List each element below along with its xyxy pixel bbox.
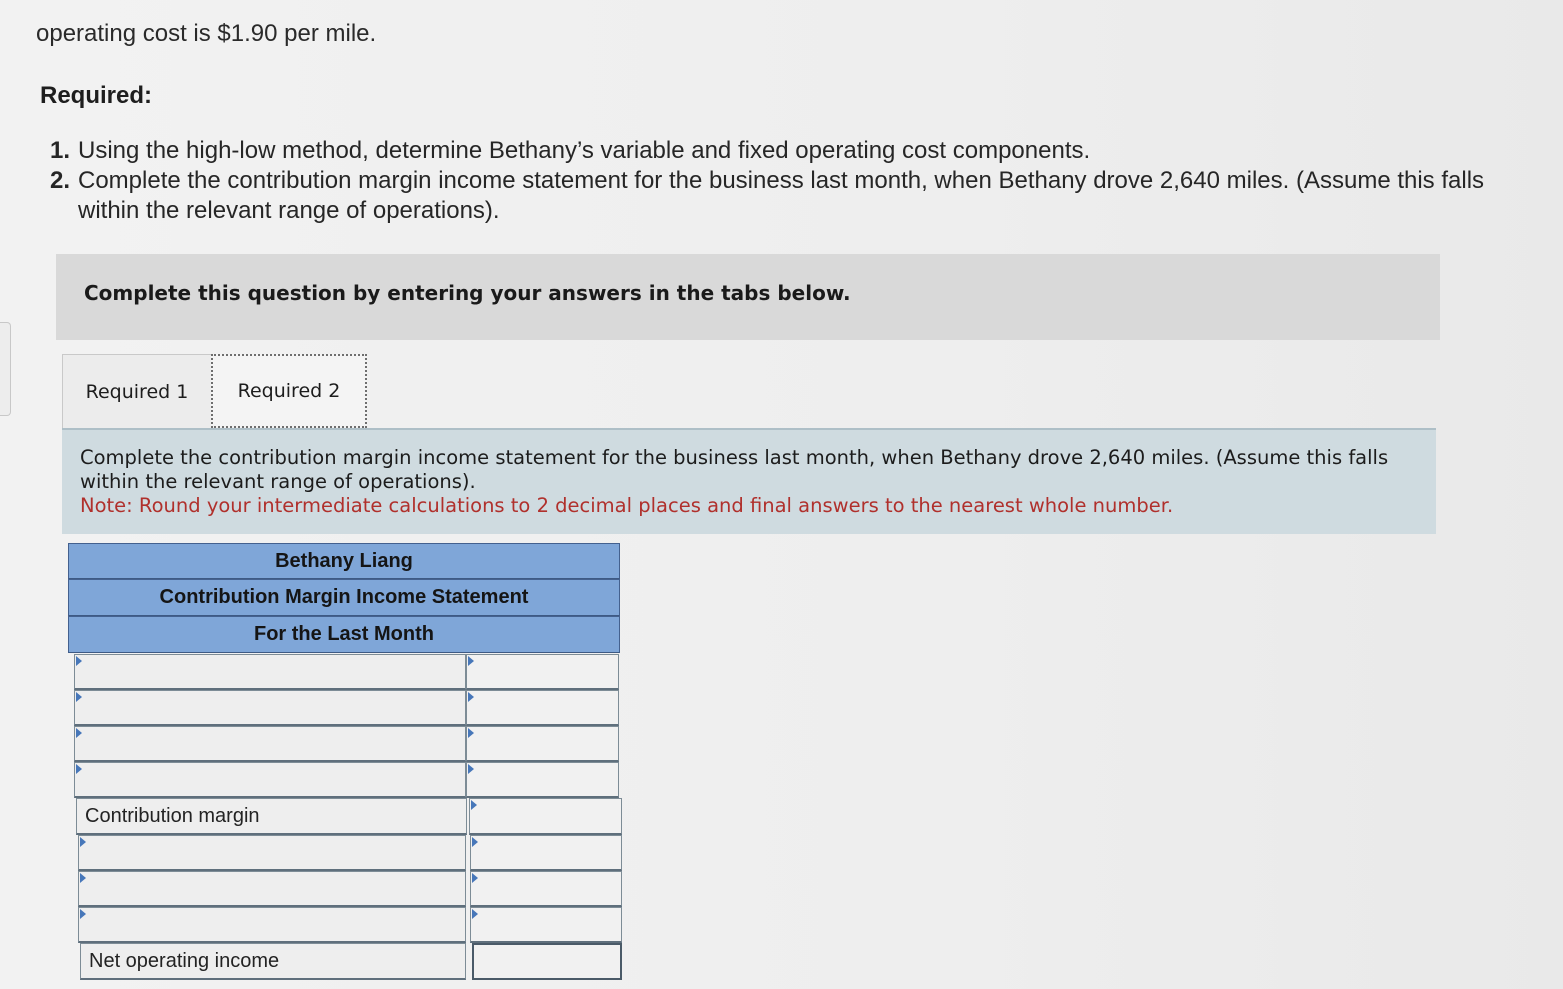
dropdown-marker-icon xyxy=(80,909,86,919)
required-item-number: 1. xyxy=(50,137,71,164)
amount-input[interactable] xyxy=(466,654,619,690)
question-panel xyxy=(62,428,1436,534)
required-item-number: 2. xyxy=(50,167,71,194)
amount-input[interactable] xyxy=(470,907,622,943)
statement-period: For the Last Month xyxy=(68,616,620,653)
contribution-margin-label: Contribution margin xyxy=(76,798,467,835)
statement-row xyxy=(74,835,622,871)
statement-row xyxy=(74,907,622,943)
statement-row-net-operating-income xyxy=(74,943,622,980)
line-item-dropdown[interactable] xyxy=(78,835,466,871)
dropdown-marker-icon xyxy=(76,692,82,702)
line-item-dropdown[interactable] xyxy=(74,762,466,798)
amount-input[interactable] xyxy=(466,726,619,762)
intro-text: operating cost is $1.90 per mile. xyxy=(36,20,377,47)
dropdown-marker-icon xyxy=(80,873,86,883)
dropdown-marker-icon xyxy=(76,656,82,666)
input-marker-icon xyxy=(472,873,478,883)
instructions-text: Complete this question by entering your answers in the tabs below. xyxy=(84,281,851,305)
input-marker-icon xyxy=(468,764,474,774)
statement-row-contribution-margin xyxy=(74,798,622,835)
required-heading: Required: xyxy=(40,82,153,109)
contribution-margin-input[interactable] xyxy=(469,798,622,835)
dropdown-marker-icon xyxy=(76,728,82,738)
input-marker-icon xyxy=(468,692,474,702)
question-prompt: Complete the contribution margin income statement for the business last month, when Bethany drove 2,640 miles. (Assume this falls within the relevant range of operations). xyxy=(80,446,1389,493)
dropdown-marker-icon xyxy=(76,764,82,774)
line-item-dropdown[interactable] xyxy=(74,690,466,726)
question-panel-text xyxy=(80,446,1410,518)
required-item-text: Using the high-low method, determine Bethany’s variable and fixed operating cost components. xyxy=(78,137,1091,164)
statement-company-name: Bethany Liang xyxy=(68,543,620,579)
line-item-dropdown[interactable] xyxy=(74,726,466,762)
required-list xyxy=(50,136,1550,226)
input-marker-icon xyxy=(468,656,474,666)
amount-input[interactable] xyxy=(470,871,622,907)
instructions-banner xyxy=(56,254,1440,340)
amount-input[interactable] xyxy=(470,835,622,871)
required-item-2 xyxy=(50,166,1550,226)
input-marker-icon xyxy=(472,909,478,919)
page-left-edge xyxy=(0,322,11,416)
line-item-dropdown[interactable] xyxy=(78,871,466,907)
tab-required-1[interactable]: Required 1 xyxy=(62,354,212,428)
statement-row xyxy=(74,726,622,762)
statement-row xyxy=(74,871,622,907)
input-marker-icon xyxy=(471,800,477,810)
amount-input[interactable] xyxy=(466,690,619,726)
input-marker-icon xyxy=(472,837,478,847)
required-item-text: Complete the contribution margin income statement for the business last month, when Bethany drove 2,640 miles. (Assume this falls within the relevant range of operations). xyxy=(78,167,1485,224)
income-statement xyxy=(68,543,620,972)
input-marker-icon xyxy=(468,728,474,738)
tab-required-2[interactable]: Required 2 xyxy=(211,354,367,428)
statement-row xyxy=(74,762,622,798)
amount-input[interactable] xyxy=(466,762,619,798)
required-item-1 xyxy=(50,136,1550,166)
statement-rows xyxy=(74,654,622,980)
dropdown-marker-icon xyxy=(80,837,86,847)
statement-title: Contribution Margin Income Statement xyxy=(68,579,620,616)
statement-row xyxy=(74,654,622,690)
net-operating-income-input[interactable] xyxy=(472,943,622,980)
statement-row xyxy=(74,690,622,726)
line-item-dropdown[interactable] xyxy=(74,654,466,690)
line-item-dropdown[interactable] xyxy=(78,907,466,943)
rounding-note: Note: Round your intermediate calculations to 2 decimal places and final answers to the nearest whole number. xyxy=(80,494,1174,517)
net-operating-income-label: Net operating income xyxy=(80,943,466,980)
